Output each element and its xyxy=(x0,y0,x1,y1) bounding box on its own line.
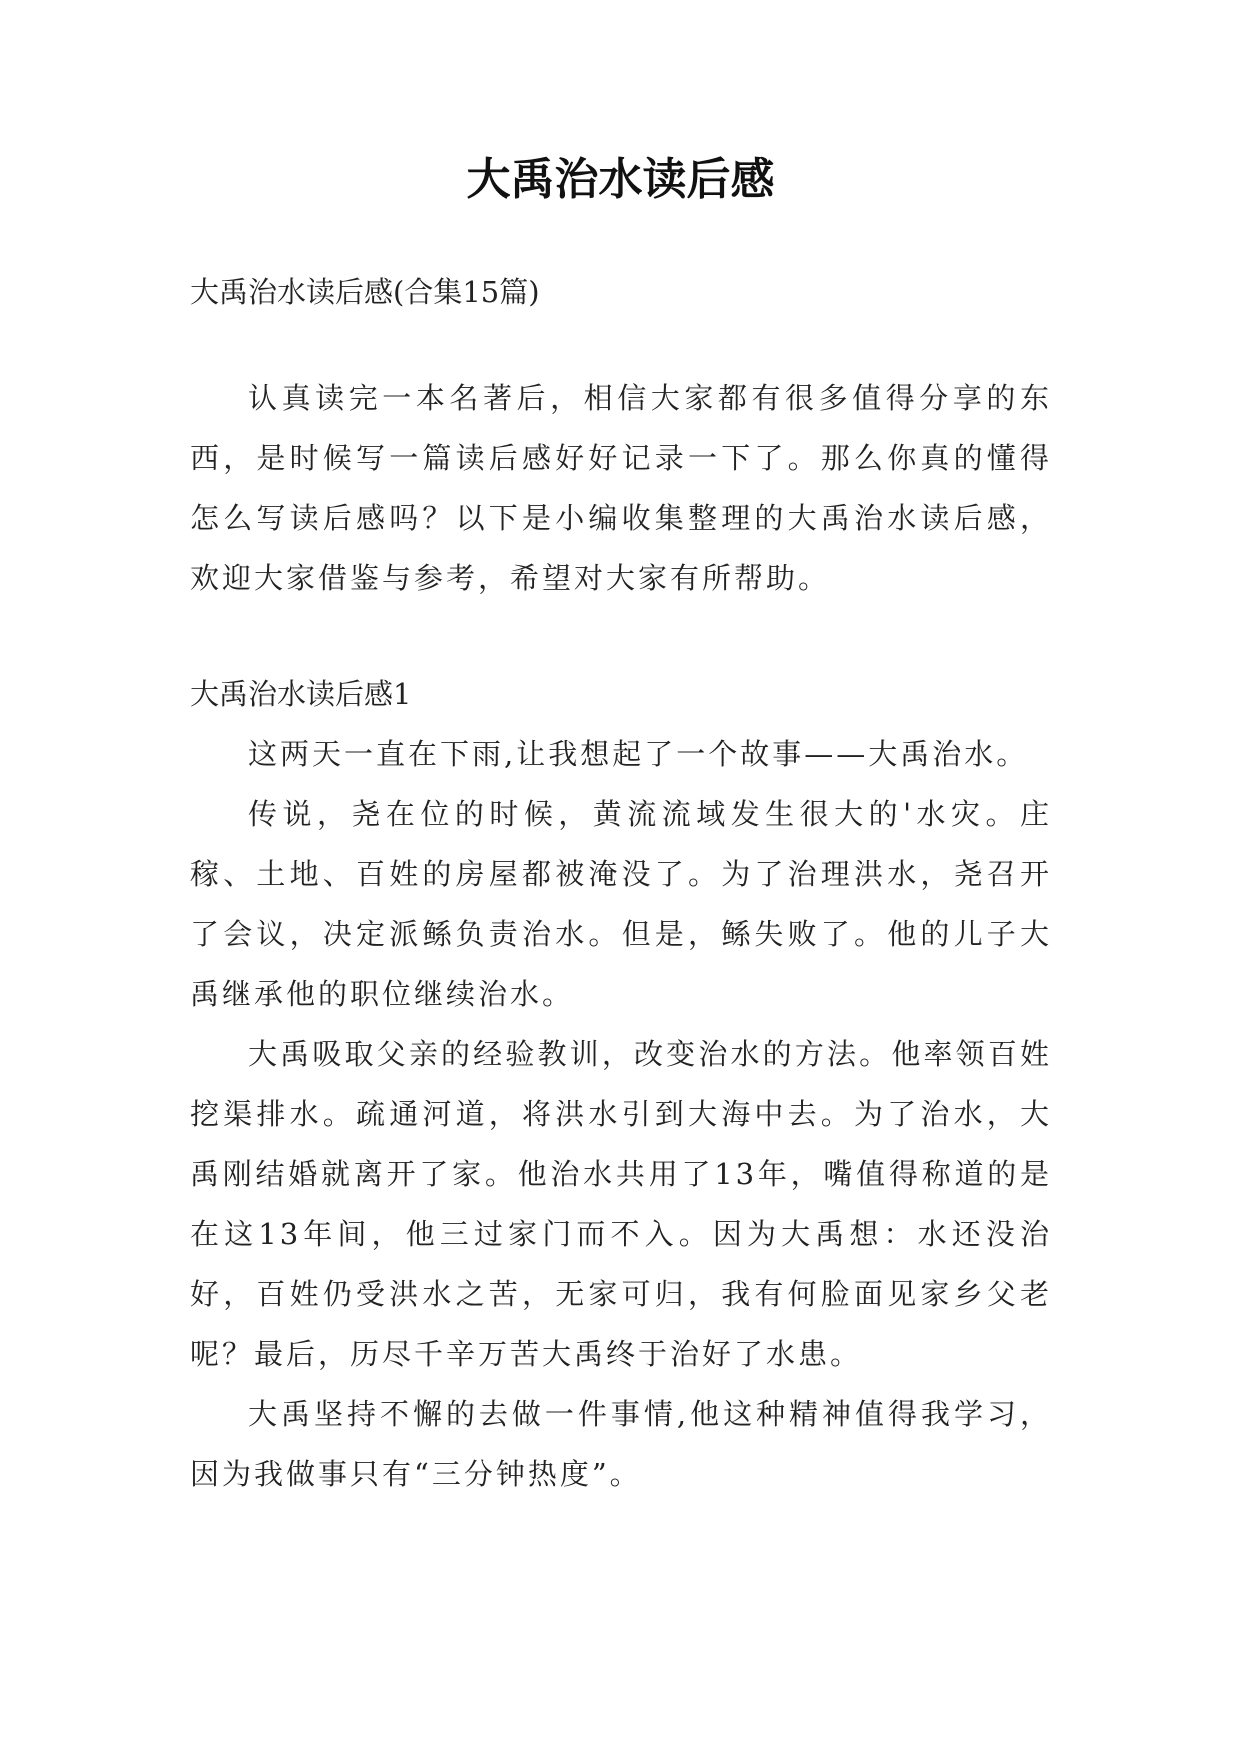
document-subtitle: 大禹治水读后感(合集15篇) xyxy=(190,275,540,309)
section1-paragraph-4: 大禹坚持不懈的去做一件事情,他这种精神值得我学习，因为我做事只有“三分钟热度”。 xyxy=(190,1397,1052,1491)
document-title: 大禹治水读后感 xyxy=(466,154,775,205)
document-body xyxy=(190,262,1052,1504)
section1-paragraph-1: 这两天一直在下雨,让我想起了一个故事——大禹治水。 xyxy=(248,737,1029,771)
section1-paragraph-3: 大禹吸取父亲的经验教训，改变治水的方法。他率领百姓挖渠排水。疏通河道，将洪水引到大海中去。为了治水，大禹刚结婚就离开了家。他治水共用了13年，嘴值得称道的是在这13年间，他三过家门而不入。因为大禹想：水还没治好，百姓仍受洪水之苦，无家可归，我有何脸面见家乡父老呢？最后，历尽千辛万苦大禹终于治好了水患。 xyxy=(190,1037,1052,1371)
section1-paragraph-2: 传说，尧在位的时候，黄流流域发生很大的'水灾。庄稼、土地、百姓的房屋都被淹没了。为了治理洪水，尧召开了会议，决定派鲧负责治水。但是，鲧失败了。他的儿子大禹继承他的职位继续治水。 xyxy=(190,797,1052,1011)
section-heading-1: 大禹治水读后感1 xyxy=(190,677,412,711)
intro-paragraph: 认真读完一本名著后，相信大家都有很多值得分享的东西，是时候写一篇读后感好好记录一下了。那么你真的懂得怎么写读后感吗？以下是小编收集整理的大禹治水读后感，欢迎大家借鉴与参考，希望对大家有所帮助。 xyxy=(190,381,1052,595)
